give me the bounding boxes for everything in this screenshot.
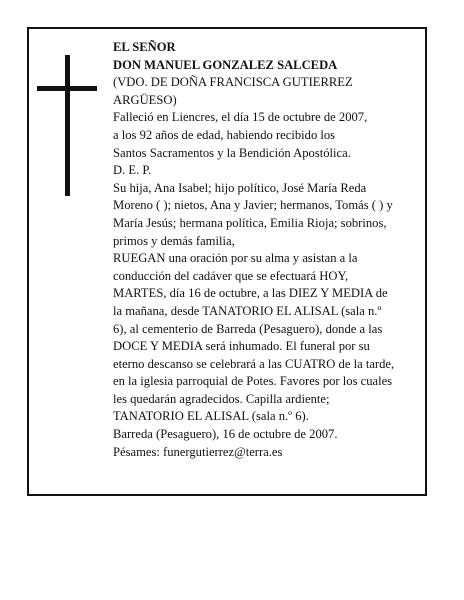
cross-icon [37,55,97,196]
family-list: primos y demás familia, [113,233,235,248]
funeral-request: eterno descanso se celebrará a las CUATRO de la tarde, [113,356,395,371]
death-details: Falleció en Liencres, el día 15 de octubre de 2007, [113,110,368,125]
place-and-date: Barreda (Pesaguero), 16 de octubre de 2007. [113,427,338,442]
funeral-request: MARTES, día 16 de octubre, a las DIEZ Y MEDIA de [113,286,388,301]
widower-note-cont: ARGÜESO) [113,92,177,107]
family-list: Moreno ( ); nietos, Ana y Javier; hermanos, Tomás ( ) y [113,198,393,213]
funeral-request: la mañana, desde TANATORIO EL ALISAL (sala n.º [113,303,382,318]
widower-note: (VDO. DE DOÑA FRANCISCA GUTIERREZ [113,75,353,90]
cross-vertical-bar [65,55,70,196]
family-list: Su hija, Ana Isabel; hijo político, José María Reda [113,180,367,195]
death-details-cont: a los 92 años de edad, habiendo recibido los [113,127,336,142]
funeral-request: RUEGAN una oración por su alma y asistan a la [113,251,358,266]
funeral-request: DOCE Y MEDIA será inhumado. El funeral por su [113,339,370,354]
cross-horizontal-bar [37,86,97,91]
family-list: María Jesús; hermana política, Emilia Rioja; sobrinos, [113,215,387,230]
funeral-request: conducción del cadáver que se efectuará HOY, [113,268,349,283]
funeral-request: en la iglesia parroquial de Potes. Favores por los cuales [113,374,393,389]
obituary-text [113,39,421,461]
chapel-location: TANATORIO EL ALISAL (sala n.º 6). [113,409,309,424]
death-details-sacraments: Santos Sacramentos y la Bendición Apostólica. [113,145,351,160]
condolences-email: Pésames: funergutierrez@terra.es [113,444,283,459]
rip-abbreviation: D. E. P. [113,163,152,178]
funeral-request: les quedarán agradecidos. Capilla ardiente; [113,391,330,406]
notice-heading: EL SEÑOR [113,40,176,54]
funeral-request: 6), al cementerio de Barreda (Pesaguero), donde a las [113,321,383,336]
deceased-name: DON MANUEL GONZALEZ SALCEDA [113,57,338,72]
